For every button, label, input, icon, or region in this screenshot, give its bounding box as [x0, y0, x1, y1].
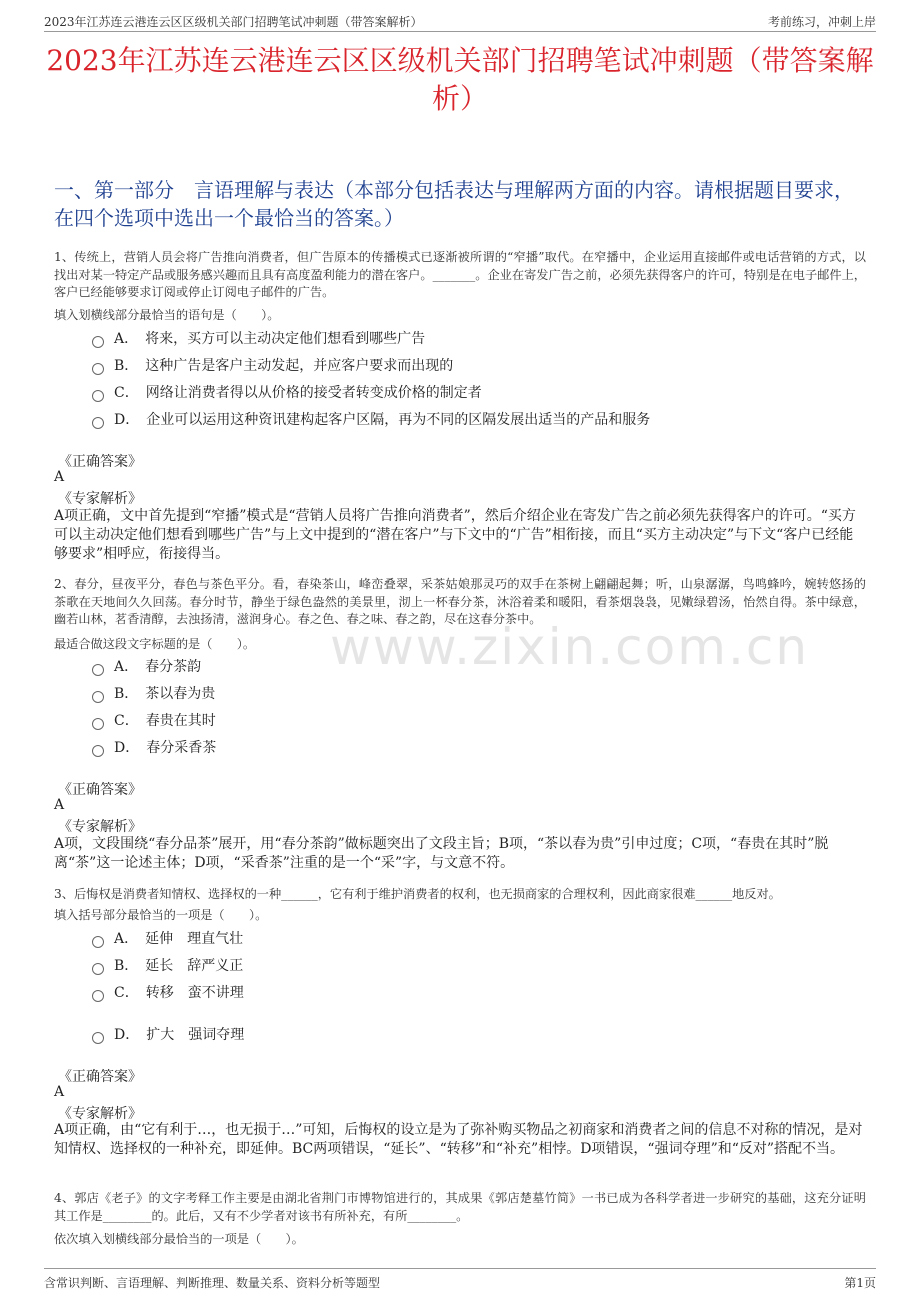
page-title: 2023年江苏连云港连云区区级机关部门招聘笔试冲刺题（带答案解析） — [46, 44, 874, 115]
option-label: A． 春分茶韵 — [114, 659, 202, 675]
question-2-answer-label: 《正确答案》 — [58, 782, 142, 798]
radio-icon[interactable] — [92, 664, 104, 676]
option-label: C． 春贵在其时 — [114, 713, 216, 729]
question-3-stem: 3、后悔权是消费者知情权、选择权的一种______，它有利于维护消费者的权利，也无损商家的合理权利，因此商家很难______地反对。 — [54, 887, 781, 901]
question-2-option-d[interactable] — [92, 737, 216, 757]
question-3-answer: A — [54, 1084, 65, 1100]
question-2-expert-label: 《专家解析》 — [58, 819, 142, 835]
radio-icon[interactable] — [92, 745, 104, 757]
question-3-explanation: A项正确，由“它有利于…，也无损于…”可知，后悔权的设立是为了弥补购买物品之初商家和消费者之间的信息不对称的情况，是对知情权、选择权的一种补充，即延伸。BC两项错误，“延长”、“转移”和“补充”相悖。D项错误，“强词夺理”和“反对”搭配不当。 — [54, 1122, 863, 1157]
question-2-stem: 2、春分，昼夜平分，春色与茶色平分。看，春染茶山，峰峦叠翠，采茶姑娘那灵巧的双手在茶树上翩翩起舞；听，山泉潺潺，鸟鸣蜂吟，婉转悠扬的茶歌在天地间久久回荡。春分时节，静坐于绿色盎然的美景里，沏上一杯春分茶，沐浴着柔和暖阳，看茶烟袅袅，见嫩绿碧汤，怡然自得。茶中绿意，幽若山林，茗香清醇，去浊扬清，滋润身心。春之色、春之味、春之韵，尽在这春分茶中。 — [54, 577, 866, 626]
radio-icon[interactable] — [92, 390, 104, 402]
question-1-answer-label: 《正确答案》 — [58, 454, 142, 470]
option-label: D． 扩大 强词夺理 — [114, 1027, 245, 1043]
option-label: C． 网络让消费者得以从价格的接受者转变成价格的制定者 — [114, 385, 482, 401]
question-3-option-a[interactable] — [92, 928, 243, 948]
question-1-explanation: A项正确，文中首先提到“窄播”模式是“营销人员将广告推向消费者”，然后介绍企业在寄发广告之前必须先获得客户的许可。“买方可以主动决定他们想看到哪些广告”与上文中提到的“潜在客户”与下文中的“广告”相衔接，而且“买方主动决定”与下文“客户已经能够要求”相呼应，衔接得当。 — [54, 508, 856, 562]
option-label: A． 将来，买方可以主动决定他们想看到哪些广告 — [114, 331, 426, 347]
header-slogan: 考前练习，冲刺上岸 — [767, 15, 876, 29]
radio-icon[interactable] — [92, 963, 104, 975]
question-1-answer: A — [54, 469, 65, 485]
question-4-prompt: 依次填入划横线部分最恰当的一项是（ ）。 — [54, 1232, 304, 1246]
question-2-option-a[interactable] — [92, 656, 201, 676]
option-label: A． 延伸 理直气壮 — [114, 931, 244, 947]
option-label: B． 延长 辞严义正 — [114, 958, 244, 974]
radio-icon[interactable] — [92, 1032, 104, 1044]
question-2-option-c[interactable] — [92, 710, 216, 730]
option-label: D． 企业可以运用这种资讯建构起客户区隔，再为不同的区隔发展出适当的产品和服务 — [114, 412, 651, 428]
question-2-option-b[interactable] — [92, 683, 215, 703]
radio-icon[interactable] — [92, 990, 104, 1002]
question-1-option-a[interactable] — [92, 328, 425, 348]
option-label: B． 这种广告是客户主动发起，并应客户要求而出现的 — [114, 358, 454, 374]
header-doc-title: 2023年江苏连云港连云区区级机关部门招聘笔试冲刺题（带答案解析） — [44, 15, 423, 29]
question-1-option-d[interactable] — [92, 409, 650, 429]
section-heading: 一、第一部分 言语理解与表达（本部分包括表达与理解两方面的内容。请根据题目要求，在四个选项中选出一个最恰当的答案。） — [54, 178, 854, 230]
question-1-prompt: 填入划横线部分最恰当的语句是（ ）。 — [54, 308, 280, 322]
question-3-expert-label: 《专家解析》 — [58, 1106, 142, 1122]
question-3-option-c[interactable] — [92, 982, 244, 1002]
question-3-option-b[interactable] — [92, 955, 243, 975]
question-1-option-b[interactable] — [92, 355, 453, 375]
page-header — [44, 10, 876, 32]
footer-note: 含常识判断、言语理解、判断推理、数量关系、资料分析等题型 — [44, 1276, 381, 1290]
option-label: D． 春分采香茶 — [114, 740, 217, 756]
question-1-option-c[interactable] — [92, 382, 482, 402]
question-3-option-d[interactable] — [92, 1024, 244, 1044]
radio-icon[interactable] — [92, 417, 104, 429]
radio-icon[interactable] — [92, 691, 104, 703]
question-2-explanation: A项，文段围绕“春分品茶”展开，用“春分茶韵”做标题突出了文段主旨；B项，“茶以春为贵”引申过度；C项，“春贵在其时”脱离“茶”这一论述主体；D项，“采香茶”注重的是一个“采”字，与文意不符。 — [54, 836, 829, 871]
radio-icon[interactable] — [92, 336, 104, 348]
radio-icon[interactable] — [92, 718, 104, 730]
question-2-prompt: 最适合做这段文字标题的是（ ）。 — [54, 637, 256, 651]
page-number: 第1页 — [844, 1276, 876, 1290]
radio-icon[interactable] — [92, 936, 104, 948]
option-label: C． 转移 蛮不讲理 — [114, 985, 244, 1001]
page-footer — [44, 1268, 876, 1292]
question-1-expert-label: 《专家解析》 — [58, 491, 142, 507]
question-3-prompt: 填入括号部分最恰当的一项是（ ）。 — [54, 908, 268, 922]
question-3-answer-label: 《正确答案》 — [58, 1069, 142, 1085]
watermark: www.zixin.com.cn — [330, 618, 810, 676]
question-4-stem: 4、郭店《老子》的文字考释工作主要是由湖北省荆门市博物馆进行的，其成果《郭店楚墓竹简》一书已成为各科学者进一步研究的基础，这充分证明其工作是________的。此后，又有不少学者对该书有所补充，有所________。 — [54, 1191, 866, 1223]
question-2-answer: A — [54, 797, 65, 813]
question-1-stem: 1、传统上，营销人员会将广告推向消费者，但广告原本的传播模式已逐渐被所谓的“窄播”取代。在窄播中，企业运用直接邮件或电话营销的方式，以找出对某一特定产品或服务感兴趣而且具有高度盈利能力的潜在客户。_______。企业在寄发广告之前，必须先获得客户的许可，特别是在电子邮件上，客户已经能够要求订阅或停止订阅电子邮件的广告。 — [54, 250, 866, 299]
option-label: B． 茶以春为贵 — [114, 686, 216, 702]
radio-icon[interactable] — [92, 363, 104, 375]
